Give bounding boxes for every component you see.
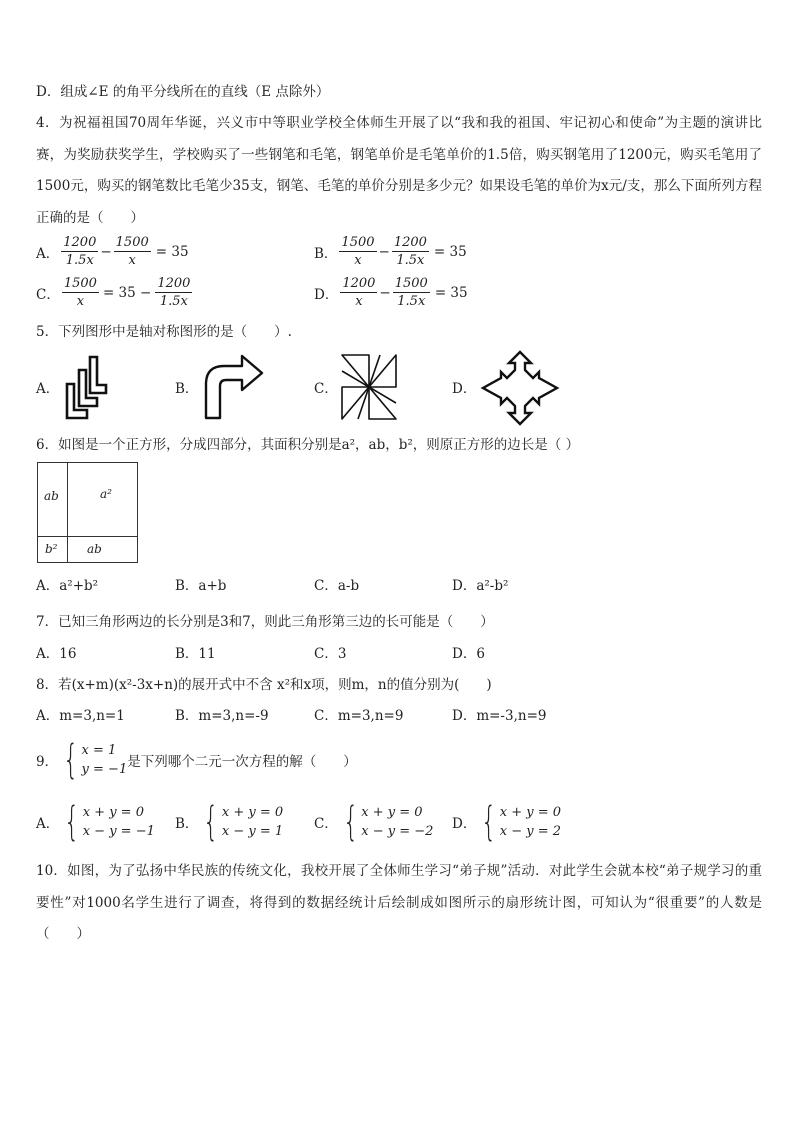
q4d-rhs: = 35 bbox=[434, 284, 468, 301]
q8-option-c: C．m=3,n=9 bbox=[314, 708, 404, 724]
q7-option-a: A．16 bbox=[36, 646, 77, 662]
q9-sys-line1: x = 1 bbox=[81, 743, 117, 758]
q9-number: 9． bbox=[36, 754, 59, 770]
q4-option-b bbox=[314, 234, 467, 269]
q9c-line1: x + y = 0 bbox=[361, 805, 423, 820]
q4d-op: − bbox=[379, 284, 391, 301]
q4a-rhs: = 35 bbox=[155, 243, 189, 260]
q7-option-b: B．11 bbox=[175, 646, 216, 662]
q4b-den1: x bbox=[354, 253, 362, 268]
q9b-line1: x + y = 0 bbox=[221, 805, 284, 820]
q9c-line2: x − y = −2 bbox=[361, 824, 434, 839]
q4c-den2: 1.5x bbox=[159, 294, 188, 309]
q6-square-figure bbox=[37, 462, 138, 563]
q9-option-a bbox=[36, 799, 155, 845]
q6-option-b: B．a+b bbox=[175, 578, 227, 594]
q5-figure-d-four-arrow-shape bbox=[481, 350, 559, 426]
q5-option-a-label: A． bbox=[36, 381, 60, 397]
q4b-op: − bbox=[378, 243, 390, 260]
q9-option-c bbox=[314, 799, 434, 845]
q4c-num2: 1200 bbox=[157, 276, 191, 291]
q4d-num1: 1200 bbox=[342, 276, 376, 291]
q4-option-a-label: A． bbox=[36, 245, 60, 262]
q4d-num2: 1500 bbox=[394, 276, 428, 291]
q4a-den1: 1.5x bbox=[65, 253, 94, 268]
q9-sys-line2: y = −1 bbox=[81, 762, 128, 777]
q6-label-tr: a² bbox=[100, 487, 112, 501]
q5-option-c-label: C． bbox=[314, 381, 338, 397]
q4-option-d bbox=[314, 275, 468, 310]
q5-option-d-label: D． bbox=[452, 381, 477, 397]
q4-option-c bbox=[36, 275, 194, 310]
q5-option-b-label: B． bbox=[175, 381, 199, 397]
q9d-brace-icon: { bbox=[481, 799, 497, 845]
q4-option-a bbox=[36, 234, 189, 269]
q4-option-d-label: D． bbox=[314, 286, 339, 303]
q6-horizontal-divider bbox=[38, 536, 137, 537]
q9-question bbox=[36, 737, 357, 783]
q4d-den2: 1.5x bbox=[397, 294, 426, 309]
q4d-den1: x bbox=[355, 294, 363, 309]
q9b-brace-icon: { bbox=[203, 799, 219, 845]
q9d-line2: x − y = 2 bbox=[499, 824, 562, 839]
q8-option-b: B．m=3,n=-9 bbox=[175, 708, 269, 724]
q10-question: 10．如图，为了弘扬中华民族的传统文化，我校开展了全体师生学习“弟子规”活动．对此学生会就本校“弟子规学习的重要性”对1000名学生进行了调查，将得到的数据经统计后绘制成如图所示的扇形统计图，可知认为“很重要”的人数是（ ） bbox=[36, 863, 762, 942]
q4c-den1: x bbox=[76, 294, 85, 309]
q9-option-c-label: C． bbox=[314, 816, 338, 832]
q4-question: 4．为祝福祖国70周年华诞，兴义市中等职业学校全体师生开展了以“我和我的祖国、牢记初心和使命”为主题的演讲比赛，为奖励获奖学生，学校购买了一些钢笔和毛笔，钢笔单价是毛笔单价的1.5倍，购买钢笔用了1200元，购买毛笔用了1500元，购买的钢笔数比毛笔少35支，钢笔、毛笔的单价分别是多少元？如果设毛笔的单价为x元/支，那么下面所列方程正确的是（ ） bbox=[36, 115, 762, 226]
q6-option-a: A．a²+b² bbox=[36, 578, 99, 594]
q9-text: 是下列哪个二元一次方程的解（ ） bbox=[127, 754, 357, 770]
q4c-mid: = 35 − bbox=[102, 284, 152, 301]
q6-option-d: D．a²-b² bbox=[452, 578, 509, 594]
q4a-num2: 1500 bbox=[115, 235, 149, 250]
q5-figure-b-bent-arrow bbox=[202, 354, 264, 420]
q9d-line1: x + y = 0 bbox=[499, 805, 562, 820]
q4b-rhs: = 35 bbox=[433, 243, 467, 260]
q9-option-d-label: D． bbox=[452, 816, 477, 832]
q6-vertical-divider bbox=[67, 463, 68, 562]
q7-option-c: C．3 bbox=[314, 646, 347, 662]
q9-option-d bbox=[452, 799, 562, 845]
q8-option-d: D．m=-3,n=9 bbox=[452, 708, 547, 724]
q5-figure-a-stepped-l-shapes bbox=[62, 354, 110, 420]
q4-option-b-label: B． bbox=[314, 245, 338, 262]
q4a-num1: 1200 bbox=[63, 235, 97, 250]
q9a-brace-icon: { bbox=[64, 799, 80, 845]
q5-question: 5．下列图形中是轴对称图形的是（ ）. bbox=[36, 324, 292, 340]
q4b-num1: 1500 bbox=[341, 235, 375, 250]
q3-option-d: D．组成∠E 的角平分线所在的直线（E 点除外） bbox=[36, 84, 330, 100]
q6-option-c: C．a-b bbox=[314, 578, 360, 594]
q4-option-c-label: C． bbox=[36, 286, 60, 303]
q8-question: 8．若(x+m)(x²-3x+n)的展开式中不含 x²和x项，则m，n的值分别为( ) bbox=[36, 677, 492, 693]
q7-question: 7．已知三角形两边的长分别是3和7，则此三角形第三边的长可能是（ ） bbox=[36, 614, 494, 630]
q9a-line1: x + y = 0 bbox=[82, 805, 144, 820]
q6-label-bl: b² bbox=[45, 542, 58, 556]
q5-figure-c-pinwheel bbox=[340, 353, 398, 421]
q7-option-d: D．6 bbox=[452, 646, 485, 662]
q8-option-a: A．m=3,n=1 bbox=[36, 708, 125, 724]
q4b-den2: 1.5x bbox=[396, 253, 425, 268]
q6-question: 6．如图是一个正方形，分成四部分，其面积分别是a²，ab，b²，则原正方形的边长是（ ） bbox=[36, 437, 580, 453]
q6-label-tl: ab bbox=[44, 489, 59, 503]
q4c-num1: 1500 bbox=[63, 276, 97, 291]
q4a-den2: x bbox=[128, 253, 136, 268]
q6-label-br: ab bbox=[87, 542, 102, 556]
q9-brace-icon: { bbox=[63, 737, 79, 783]
q9-option-b-label: B． bbox=[175, 816, 199, 832]
q4b-num2: 1200 bbox=[393, 235, 427, 250]
q9-option-a-label: A． bbox=[36, 816, 60, 832]
q9b-line2: x − y = 1 bbox=[221, 824, 284, 839]
q4a-op: − bbox=[100, 243, 112, 260]
q9a-line2: x − y = −1 bbox=[82, 824, 155, 839]
q9c-brace-icon: { bbox=[342, 799, 359, 845]
q9-option-b bbox=[175, 799, 284, 845]
